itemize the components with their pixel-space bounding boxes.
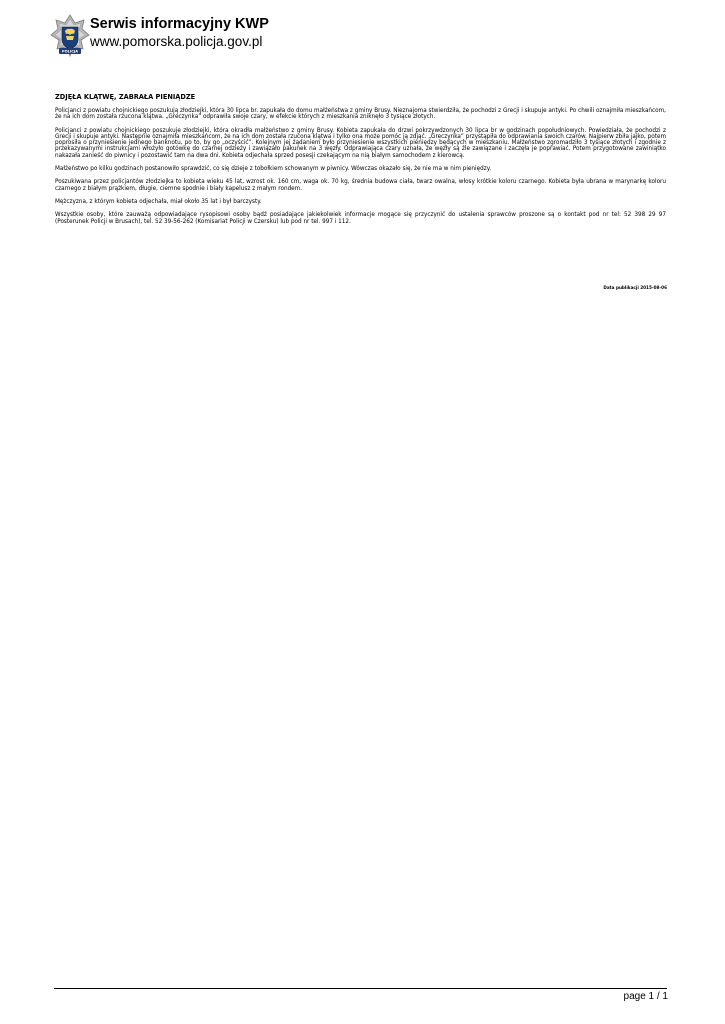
site-title: Serwis informacyjny KWP [90,16,269,32]
article-title: ZDJĘŁA KLĄTWĘ, ZABRAŁA PIENIĄDZE [55,93,196,101]
article-paragraph: Małżeństwo po kilku godzinach postanowiło sprawdzić, co się dzieje z tobołkiem schowanym w piwnicy. Wówczas okazało się, że nie ma w nim pieniędzy. [55,166,492,173]
site-url-link[interactable]: www.pomorska.policja.gov.pl [90,34,263,49]
police-star-badge-icon [50,14,90,58]
logo-text: POLICJA [61,49,79,54]
article-paragraph: Wszystkie osoby, które zauważą odpowiadające rysopisowi osoby bądź posiadające jakiekolwiek informacje mogące się przyczynić do ustalenia sprawców proszone są o kontakt pod nr tel: 52 398 29 97 (Posterunek Policji w Brusach), tel. 52 39-56-262 (Komisariat Policji w Czersku) lub pod nr tel. 997 i 112. [55,212,666,225]
footer-divider [54,988,667,989]
article [55,93,666,232]
article-paragraph: Policjanci z powiatu chojnickiego poszukują złodziejki, która 30 lipca br. zapukała do domu małżeństwa z gminy Brusy. Nieznajoma stwierdziła, że pochodzi z Grecji i skupuje antyki. Po chwili oznajmiła mieszkańcom, że na ich dom została rzucona klątwa. „Greczynka” odprawiła swoje czary, w efekcie których z mieszkania zniknęło 3 tysiące złotych. [55,108,666,121]
article-paragraph: Poszukiwana przez policjantów złodziejka to kobieta wieku 45 lat, wzrost ok. 160 cm, waga ok. 70 kg, średnia budowa ciała, twarz owalna, włosy krótkie koloru czarnego. Kobieta była ubrana w marynarkę koloru czarnego z białym prążkiem, długie, ciemne spodnie i biały kapelusz z małym rondem. [55,179,666,192]
page-header [50,14,670,60]
page-number: page 1 / 1 [623,991,668,1002]
publication-date: Data publikacji 2015-08-06 [603,285,667,290]
article-paragraph: Policjanci z powiatu chojnickiego poszukuje złodziejki, która okradła małżeństwo z gminy Brusy. Kobieta zapukała do drzwi pokrzywdzonych 30 lipca br w godzinach popołudniowych. Powiedziała, że pochodzi z Grecji i skupuje antyki. Następnie oznajmiła mieszkańcom, że na ich dom została rzucona klątwa i tylko ona może pomóc ją zdjąć. „Greczynka” przystąpiła do odprawiania swoich czarów. Najpierw zbiła jajko, potem poprosiła o przyniesienie jednego banknotu, po to, by go „oczyścić”. Kolejnym jej żądaniem było przyniesienie wszystkich pieniędzy będących w mieszkaniu. Małżeństwo zgromadziło 3 tysiące złotych i zgodnie z przekazywanymi instrukcjami włożyło gotówkę do czarnej odzieży i zawiązało pakunek na 3 węzły. Odprawiająca czary uznała, że węzły są źle zawiązane i zaczęła je poprawiać. Potem przygotowane zawiniątko nakazała zanieść do piwnicy i pozostawić tam na dwa dni. Kobieta odjechała sprzed posesji czekającym na nią białym samochodem z kierowcą. [55,127,666,159]
article-paragraph: Mężczyzna, z którym kobieta odjechała, miał około 35 lat i był barczysty. [55,198,262,205]
